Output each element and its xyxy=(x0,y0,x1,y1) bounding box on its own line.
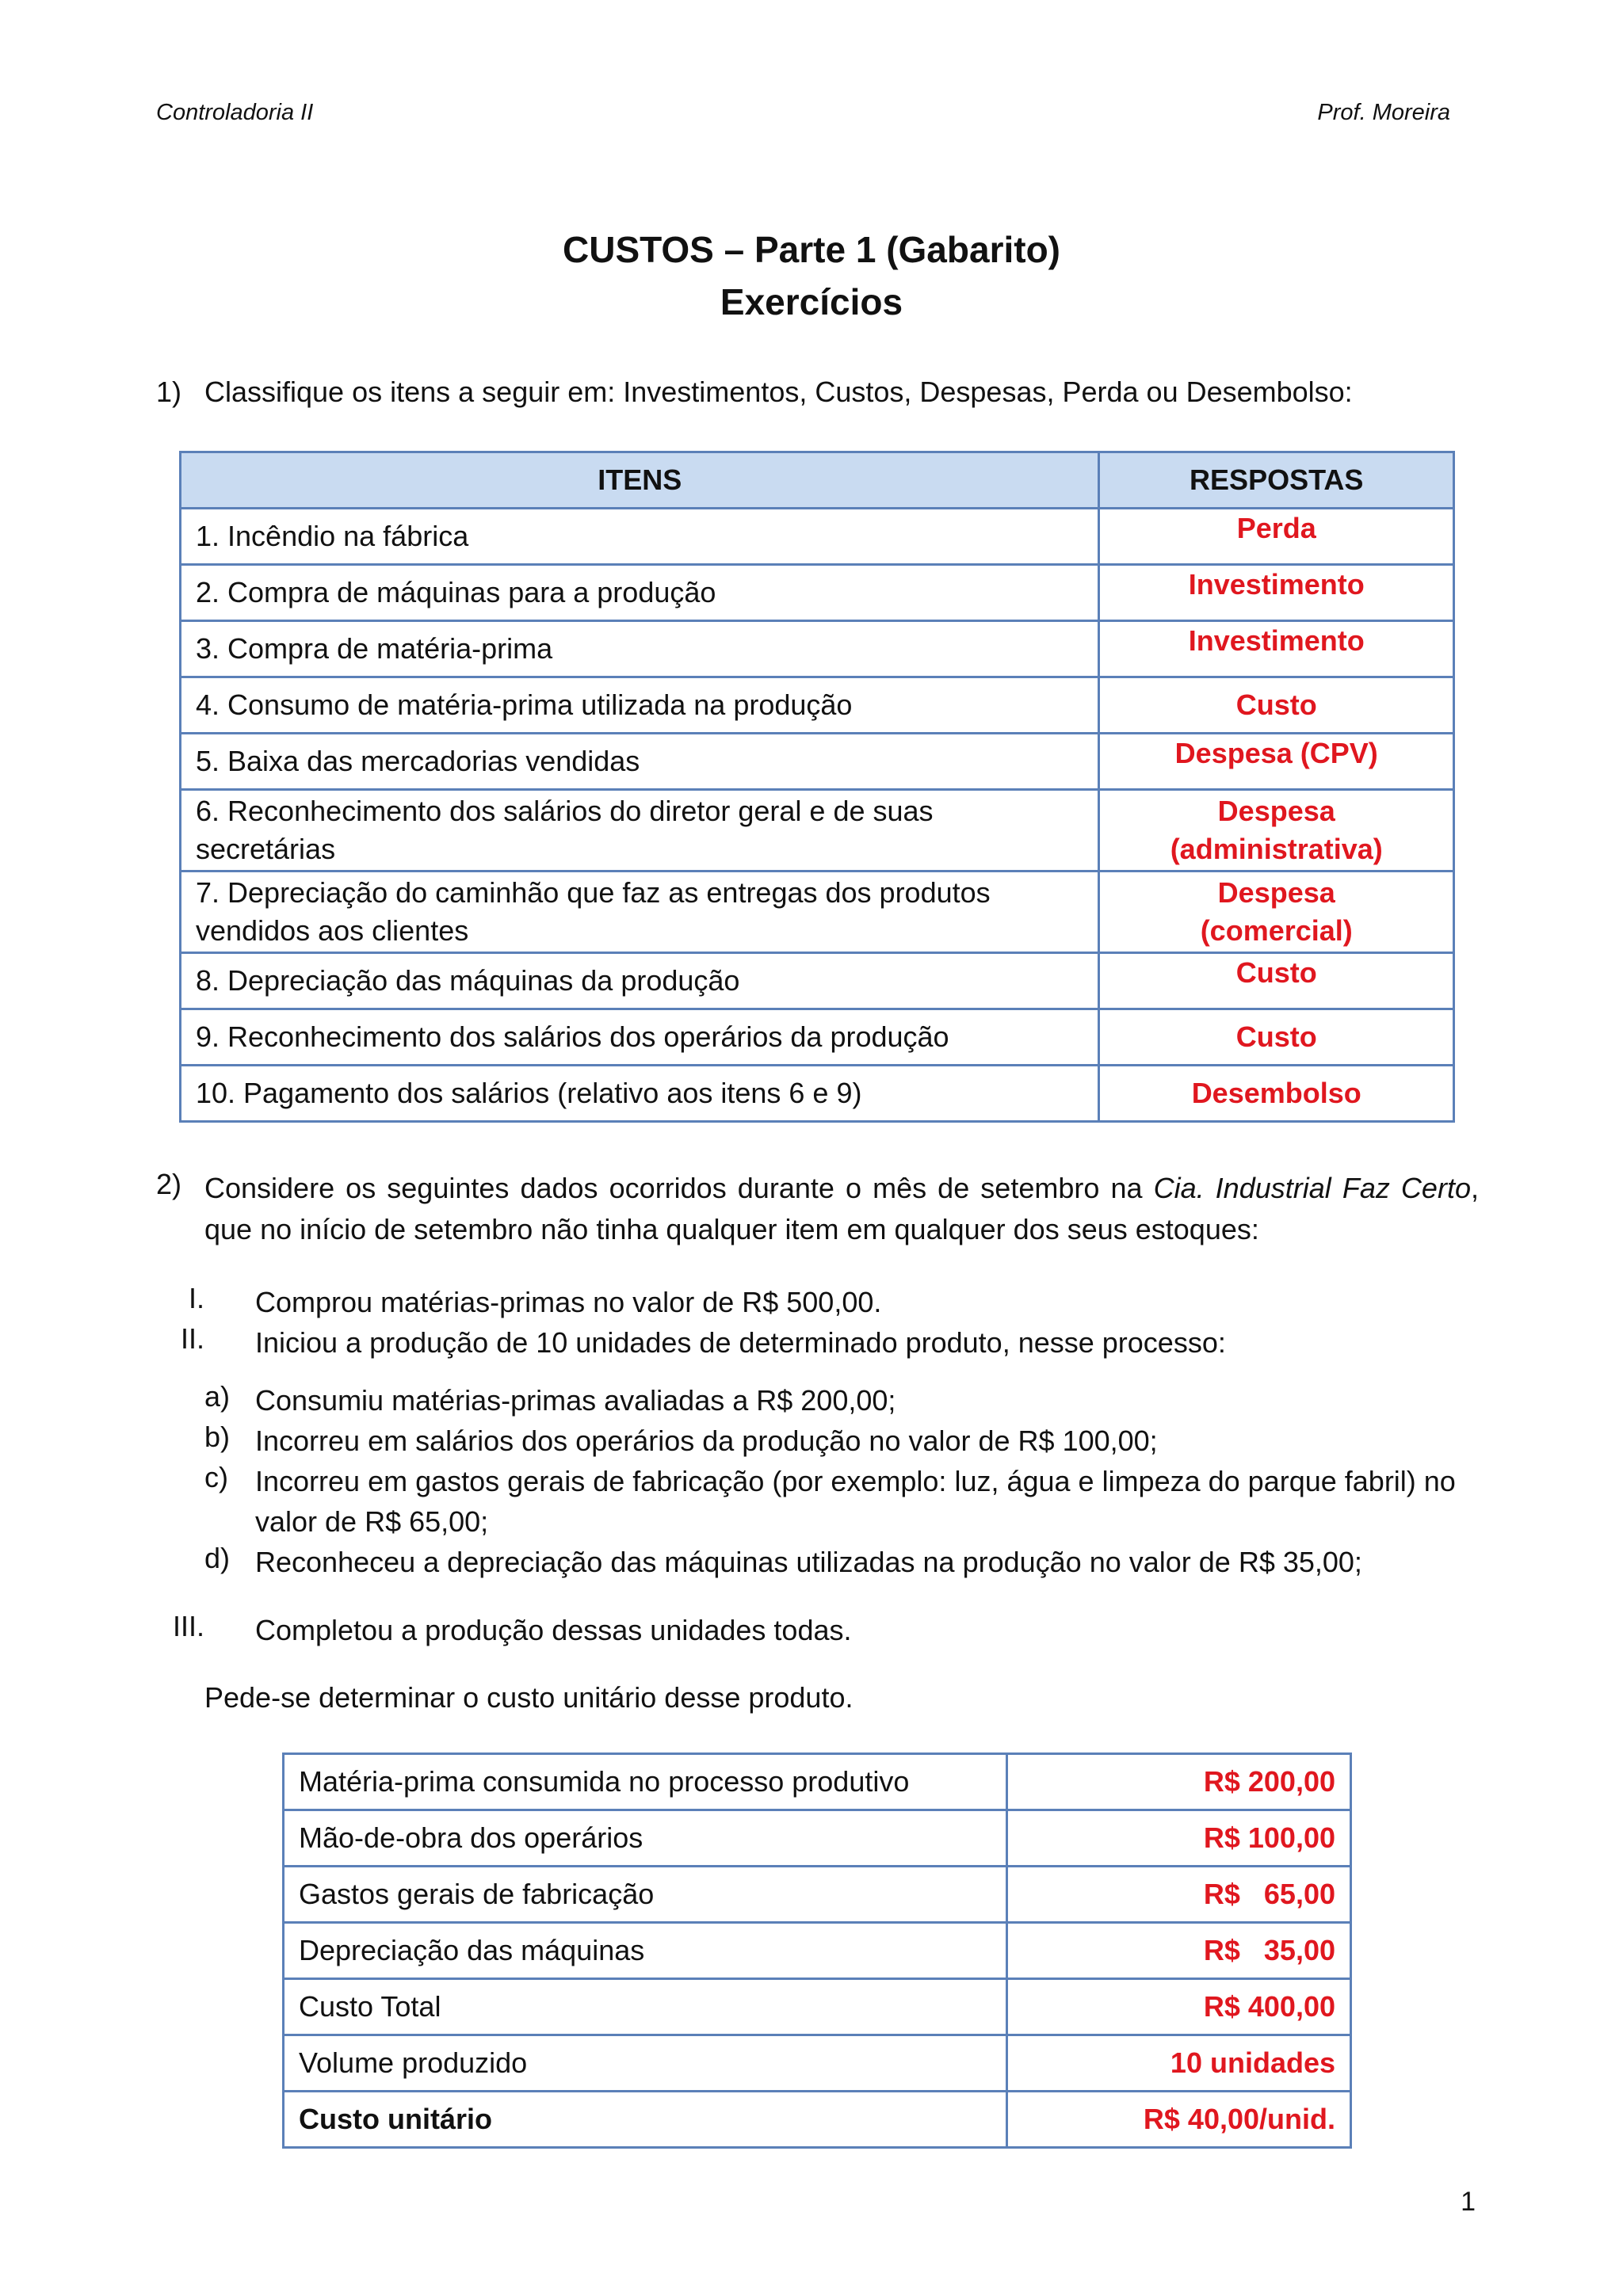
answer-cell: Custo xyxy=(1099,953,1454,1009)
answer-line: Despesa xyxy=(1217,795,1335,827)
cost-value: R$ 400,00 xyxy=(1007,1979,1351,2035)
cost-label: Volume produzido xyxy=(284,2035,1007,2092)
column-header-items: ITENS xyxy=(181,452,1099,509)
table-row xyxy=(181,871,1454,953)
item-cell: 5. Baixa das mercadorias vendidas xyxy=(181,734,1099,790)
cost-label: Gastos gerais de fabricação xyxy=(284,1867,1007,1923)
item-line: vendidos aos clientes xyxy=(196,914,469,947)
table-row xyxy=(284,2035,1351,2092)
cost-value: R$ 40,00/unid. xyxy=(1007,2092,1351,2148)
table-row xyxy=(181,953,1454,1009)
page-number: 1 xyxy=(1461,2187,1476,2217)
question-2-ask: Pede-se determinar o custo unitário desse produto. xyxy=(204,1681,854,1714)
subitem-d-label: d) xyxy=(204,1542,231,1574)
table-row xyxy=(284,1979,1351,2035)
cost-label: Mão-de-obra dos operários xyxy=(284,1810,1007,1867)
subitem-a-label: a) xyxy=(204,1380,231,1413)
subitem-d-text: Reconheceu a depreciação das máquinas utilizadas na produção no valor de R$ 35,00; xyxy=(255,1546,1362,1578)
table-row xyxy=(181,1009,1454,1066)
item-cell xyxy=(181,871,1099,953)
table-row xyxy=(181,565,1454,621)
answer-cell: Perda xyxy=(1099,509,1454,565)
table-row xyxy=(181,790,1454,871)
table-row xyxy=(284,1867,1351,1923)
item-ii-text: Iniciou a produção de 10 unidades de determinado produto, nesse processo: xyxy=(255,1326,1226,1359)
unit-cost-table xyxy=(282,1753,1352,2149)
answer-cell xyxy=(1099,790,1454,871)
answer-cell: Despesa (CPV) xyxy=(1099,734,1454,790)
item-cell: 9. Reconhecimento dos salários dos operários da produção xyxy=(181,1009,1099,1066)
item-iii-number: III. xyxy=(172,1610,204,1642)
subitem-b-text: Incorreu em salários dos operários da produção no valor de R$ 100,00; xyxy=(255,1425,1158,1457)
cost-value: R$ 100,00 xyxy=(1007,1810,1351,1867)
classification-table xyxy=(179,451,1455,1123)
subitem-b-label: b) xyxy=(204,1421,231,1453)
answer-line: (administrativa) xyxy=(1170,833,1383,865)
item-line: 7. Depreciação do caminhão que faz as entregas dos produtos xyxy=(196,876,991,909)
question-2-text-after: , que no início de setembro não tinha qualquer item em qualquer dos seus estoques: xyxy=(204,1172,1479,1245)
cost-value: R$ 35,00 xyxy=(1007,1923,1351,1979)
table-row xyxy=(181,677,1454,734)
table-row xyxy=(284,1923,1351,1979)
cost-value: 10 unidades xyxy=(1007,2035,1351,2092)
table-row xyxy=(181,509,1454,565)
company-name: Cia. Industrial Faz Certo xyxy=(1153,1172,1471,1204)
header-professor: Prof. Moreira xyxy=(1317,100,1450,125)
item-cell: 1. Incêndio na fábrica xyxy=(181,509,1099,565)
header-course: Controladoria II xyxy=(156,100,314,125)
item-line: secretárias xyxy=(196,833,336,865)
table-row xyxy=(181,621,1454,677)
table-row xyxy=(284,2092,1351,2148)
table-row xyxy=(284,1754,1351,1810)
answer-cell: Desembolso xyxy=(1099,1066,1454,1122)
cost-label: Custo unitário xyxy=(284,2092,1007,2148)
answer-line: Despesa xyxy=(1217,876,1335,909)
item-cell: 2. Compra de máquinas para a produção xyxy=(181,565,1099,621)
subitem-a-text: Consumiu matérias-primas avaliadas a R$ 200,00; xyxy=(255,1384,896,1417)
item-cell: 3. Compra de matéria-prima xyxy=(181,621,1099,677)
item-i-number: I. xyxy=(188,1282,204,1314)
question-1-text: Classifique os itens a seguir em: Investimentos, Custos, Despesas, Perda ou Desembolso: xyxy=(204,376,1353,408)
table-row xyxy=(181,734,1454,790)
page-subtitle: Exercícios xyxy=(720,281,903,322)
answer-cell: Investimento xyxy=(1099,621,1454,677)
cost-value: R$ 65,00 xyxy=(1007,1867,1351,1923)
item-cell: 8. Depreciação das máquinas da produção xyxy=(181,953,1099,1009)
answer-cell: Custo xyxy=(1099,677,1454,734)
cost-label: Depreciação das máquinas xyxy=(284,1923,1007,1979)
table-row xyxy=(284,1810,1351,1867)
question-2-text xyxy=(204,1168,1479,1250)
answer-cell: Investimento xyxy=(1099,565,1454,621)
item-cell xyxy=(181,790,1099,871)
item-line: 6. Reconhecimento dos salários do diretor geral e de suas xyxy=(196,795,934,827)
answer-cell xyxy=(1099,871,1454,953)
table-row xyxy=(181,1066,1454,1122)
cost-label: Custo Total xyxy=(284,1979,1007,2035)
answer-line: (comercial) xyxy=(1200,914,1353,947)
cost-value: R$ 200,00 xyxy=(1007,1754,1351,1810)
question-1-number: 1) xyxy=(156,376,182,408)
subitem-c-text: Incorreu em gastos gerais de fabricação (por exemplo: luz, água e limpeza do parque fabril) no valor de R$ 65,00; xyxy=(255,1465,1456,1538)
page-title: CUSTOS – Parte 1 (Gabarito) xyxy=(563,229,1060,270)
column-header-answers: RESPOSTAS xyxy=(1099,452,1454,509)
question-2-text-before: Considere os seguintes dados ocorridos durante o mês de setembro na xyxy=(204,1172,1154,1204)
item-iii-text: Completou a produção dessas unidades todas. xyxy=(255,1614,852,1646)
item-ii-number: II. xyxy=(180,1322,204,1355)
item-i-text: Comprou matérias-primas no valor de R$ 500,00. xyxy=(255,1286,882,1318)
item-cell: 10. Pagamento dos salários (relativo aos itens 6 e 9) xyxy=(181,1066,1099,1122)
question-2-number: 2) xyxy=(156,1168,182,1200)
subitem-c-label: c) xyxy=(204,1461,228,1493)
table-header-row xyxy=(181,452,1454,509)
cost-label: Matéria-prima consumida no processo produtivo xyxy=(284,1754,1007,1810)
item-cell: 4. Consumo de matéria-prima utilizada na produção xyxy=(181,677,1099,734)
answer-cell: Custo xyxy=(1099,1009,1454,1066)
